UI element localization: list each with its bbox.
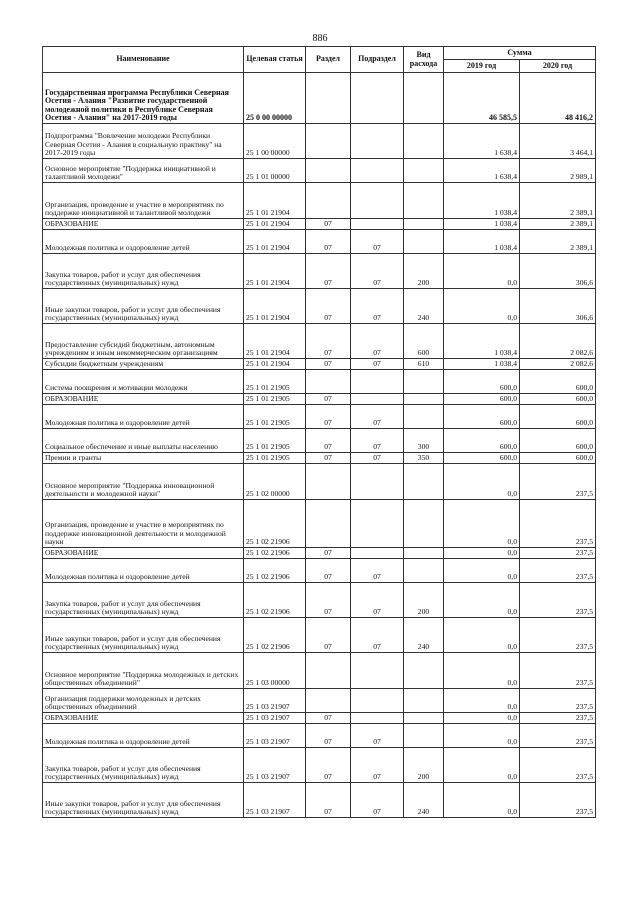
row-sum-2019: 0,0	[444, 500, 520, 548]
row-expense-type	[404, 464, 444, 500]
row-subsection: 07	[351, 748, 404, 783]
row-sum-2020: 237,5	[520, 559, 596, 583]
row-target-code: 25 1 02 21906	[244, 548, 306, 559]
row-target-code: 25 1 01 21905	[244, 405, 306, 429]
row-sum-2020: 237,5	[520, 689, 596, 713]
row-name: Премии и гранты	[43, 453, 244, 464]
row-sum-2020: 237,5	[520, 464, 596, 500]
row-expense-type: 240	[404, 783, 444, 818]
row-subsection	[351, 370, 404, 394]
table-row	[43, 464, 596, 500]
row-subsection	[351, 653, 404, 689]
table-row	[43, 124, 596, 159]
row-section: 07	[306, 230, 351, 254]
row-name: Основное мероприятие "Поддержка инновационной деятельности и молодежной науки"	[43, 464, 244, 500]
row-section: 07	[306, 429, 351, 453]
row-sum-2019: 600,0	[444, 429, 520, 453]
row-target-code: 25 1 01 21904	[244, 183, 306, 219]
row-sum-2019: 600,0	[444, 453, 520, 464]
row-sum-2020: 600,0	[520, 453, 596, 464]
row-target-code: 25 1 01 21905	[244, 370, 306, 394]
row-section	[306, 159, 351, 183]
row-name: ОБРАЗОВАНИЕ	[43, 394, 244, 405]
row-subsection: 07	[351, 583, 404, 618]
row-sum-2019: 0,0	[444, 689, 520, 713]
row-sum-2020: 237,5	[520, 748, 596, 783]
row-target-code: 25 1 02 21906	[244, 559, 306, 583]
row-section	[306, 370, 351, 394]
row-sum-2020: 2 389,1	[520, 219, 596, 230]
row-target-code: 25 1 01 00000	[244, 159, 306, 183]
row-target-code: 25 1 01 21905	[244, 394, 306, 405]
row-expense-type	[404, 405, 444, 429]
row-expense-type: 200	[404, 748, 444, 783]
row-sum-2019: 1 038,4	[444, 183, 520, 219]
row-subsection: 07	[351, 724, 404, 748]
row-expense-type	[404, 370, 444, 394]
row-name: Субсидии бюджетным учреждениям	[43, 359, 244, 370]
row-target-code: 25 1 03 21907	[244, 713, 306, 724]
row-section	[306, 653, 351, 689]
row-section	[306, 73, 351, 124]
row-expense-type	[404, 124, 444, 159]
header-target: Целевая статья	[244, 47, 306, 73]
table-row	[43, 159, 596, 183]
row-section: 07	[306, 453, 351, 464]
table-row	[43, 289, 596, 324]
page-number: 886	[312, 33, 328, 44]
row-target-code: 25 1 01 21905	[244, 429, 306, 453]
row-expense-type	[404, 183, 444, 219]
row-name: ОБРАЗОВАНИЕ	[43, 548, 244, 559]
row-subsection	[351, 124, 404, 159]
row-sum-2019: 0,0	[444, 724, 520, 748]
row-name: Закупка товаров, работ и услуг для обеспечения государственных (муниципальных) нужд	[43, 748, 244, 783]
row-sum-2020: 600,0	[520, 370, 596, 394]
row-name: Государственная программа Республики Северная Осетия - Алания "Развитие государственной молодежной политики в Республике Северная Осетия - Алания" на 2017-2019 годы	[43, 73, 244, 124]
row-expense-type: 200	[404, 583, 444, 618]
row-expense-type: 600	[404, 324, 444, 359]
row-sum-2020: 237,5	[520, 583, 596, 618]
row-target-code: 25 1 00 00000	[244, 124, 306, 159]
row-section: 07	[306, 713, 351, 724]
row-name: Иные закупки товаров, работ и услуг для обеспечения государственных (муниципальных) нужд	[43, 289, 244, 324]
row-target-code: 25 1 02 21906	[244, 583, 306, 618]
row-subsection: 07	[351, 359, 404, 370]
row-section: 07	[306, 254, 351, 289]
row-sum-2020: 237,5	[520, 653, 596, 689]
row-sum-2019: 1 038,4	[444, 219, 520, 230]
row-sum-2020: 237,5	[520, 783, 596, 818]
row-subsection	[351, 394, 404, 405]
table-row	[43, 713, 596, 724]
row-subsection: 07	[351, 783, 404, 818]
row-sum-2020: 2 989,1	[520, 159, 596, 183]
row-sum-2019: 1 638,4	[444, 124, 520, 159]
row-target-code: 25 1 03 00000	[244, 653, 306, 689]
table-row	[43, 548, 596, 559]
row-sum-2019: 0,0	[444, 289, 520, 324]
table-row	[43, 254, 596, 289]
row-subsection: 07	[351, 429, 404, 453]
row-target-code: 25 1 01 21904	[244, 230, 306, 254]
row-expense-type	[404, 159, 444, 183]
table-row	[43, 359, 596, 370]
row-subsection: 07	[351, 230, 404, 254]
row-target-code: 25 1 02 21906	[244, 618, 306, 653]
row-name: Основное мероприятие "Поддержка молодежных и детских общественных объединений"	[43, 653, 244, 689]
row-name: Организация, проведение и участие в мероприятиях по поддержке инициативной и талантливой молодежи	[43, 183, 244, 219]
row-expense-type: 240	[404, 289, 444, 324]
row-sum-2019: 1 638,4	[444, 159, 520, 183]
table-row	[43, 724, 596, 748]
row-subsection: 07	[351, 559, 404, 583]
row-expense-type	[404, 653, 444, 689]
table-row	[43, 689, 596, 713]
row-expense-type	[404, 230, 444, 254]
row-section: 07	[306, 618, 351, 653]
row-expense-type	[404, 500, 444, 548]
row-expense-type: 240	[404, 618, 444, 653]
header-year-2020: 2020 год	[520, 60, 596, 73]
row-subsection	[351, 183, 404, 219]
row-name: Организация поддержки молодежных и детских общественных объединений	[43, 689, 244, 713]
row-subsection: 07	[351, 254, 404, 289]
row-section: 07	[306, 724, 351, 748]
row-sum-2019: 0,0	[444, 254, 520, 289]
table-row	[43, 583, 596, 618]
row-target-code: 25 1 01 21904	[244, 359, 306, 370]
row-sum-2019: 0,0	[444, 783, 520, 818]
row-sum-2019: 600,0	[444, 394, 520, 405]
row-name: Подпрограмма "Вовлечение молодежи Республики Северная Осетия - Алания в социальную практику" на 2017-2019 годы	[43, 124, 244, 159]
row-name: Предоставление субсидий бюджетным, автономным учреждениям и иным некоммерческим организациям	[43, 324, 244, 359]
row-target-code: 25 0 00 00000	[244, 73, 306, 124]
row-sum-2019: 1 038,4	[444, 324, 520, 359]
table-row	[43, 500, 596, 548]
row-subsection	[351, 219, 404, 230]
row-target-code: 25 1 03 21907	[244, 783, 306, 818]
row-section: 07	[306, 548, 351, 559]
row-expense-type	[404, 548, 444, 559]
row-name: Молодежная политика и оздоровление детей	[43, 559, 244, 583]
row-section: 07	[306, 289, 351, 324]
budget-table	[42, 46, 596, 818]
row-name: Иные закупки товаров, работ и услуг для обеспечения государственных (муниципальных) нужд	[43, 783, 244, 818]
row-sum-2019: 1 038,4	[444, 230, 520, 254]
row-section	[306, 183, 351, 219]
row-section: 07	[306, 748, 351, 783]
row-section: 07	[306, 783, 351, 818]
row-sum-2019: 0,0	[444, 548, 520, 559]
row-sum-2020: 306,6	[520, 289, 596, 324]
table-row	[43, 183, 596, 219]
row-expense-type: 610	[404, 359, 444, 370]
table-row	[43, 429, 596, 453]
row-name: Иные закупки товаров, работ и услуг для обеспечения государственных (муниципальных) нужд	[43, 618, 244, 653]
row-sum-2020: 237,5	[520, 713, 596, 724]
row-section	[306, 500, 351, 548]
row-name: Система поощрения и мотивации молодежи	[43, 370, 244, 394]
row-target-code: 25 1 03 21907	[244, 748, 306, 783]
table-row	[43, 394, 596, 405]
row-sum-2019: 1 038,4	[444, 359, 520, 370]
row-section: 07	[306, 405, 351, 429]
row-name: Основное мероприятие "Поддержка инициативной и талантливой молодежи"	[43, 159, 244, 183]
row-section	[306, 464, 351, 500]
row-target-code: 25 1 01 21905	[244, 453, 306, 464]
table-row	[43, 230, 596, 254]
row-expense-type	[404, 724, 444, 748]
table-row	[43, 653, 596, 689]
table-row	[43, 73, 596, 124]
row-subsection	[351, 159, 404, 183]
row-sum-2019: 46 585,5	[444, 73, 520, 124]
row-sum-2020: 600,0	[520, 405, 596, 429]
row-section: 07	[306, 559, 351, 583]
row-subsection: 07	[351, 289, 404, 324]
row-expense-type	[404, 73, 444, 124]
row-sum-2020: 3 464,1	[520, 124, 596, 159]
row-name: Молодежная политика и оздоровление детей	[43, 405, 244, 429]
header-name: Наименование	[43, 47, 244, 73]
table-row	[43, 783, 596, 818]
row-expense-type: 300	[404, 429, 444, 453]
row-name: Организация, проведение и участие в мероприятиях по поддержке инновационной деятельности и молодежной науки	[43, 500, 244, 548]
row-target-code: 25 1 01 21904	[244, 254, 306, 289]
row-subsection: 07	[351, 453, 404, 464]
row-expense-type	[404, 219, 444, 230]
row-expense-type	[404, 559, 444, 583]
row-sum-2020: 2 082,6	[520, 359, 596, 370]
row-section: 07	[306, 583, 351, 618]
row-target-code: 25 1 02 21906	[244, 500, 306, 548]
row-expense-type	[404, 713, 444, 724]
row-sum-2019: 0,0	[444, 559, 520, 583]
table-row	[43, 219, 596, 230]
row-sum-2019: 0,0	[444, 713, 520, 724]
row-sum-2020: 2 082,6	[520, 324, 596, 359]
row-subsection	[351, 713, 404, 724]
row-name: ОБРАЗОВАНИЕ	[43, 713, 244, 724]
table-row	[43, 405, 596, 429]
header-section: Раздел	[306, 47, 351, 73]
row-sum-2020: 237,5	[520, 618, 596, 653]
row-sum-2020: 2 389,1	[520, 230, 596, 254]
row-sum-2019: 0,0	[444, 618, 520, 653]
row-sum-2019: 0,0	[444, 464, 520, 500]
table-row	[43, 370, 596, 394]
row-subsection	[351, 500, 404, 548]
row-subsection: 07	[351, 324, 404, 359]
row-sum-2019: 0,0	[444, 653, 520, 689]
row-sum-2019: 0,0	[444, 748, 520, 783]
row-section	[306, 689, 351, 713]
row-sum-2019: 600,0	[444, 370, 520, 394]
row-subsection: 07	[351, 405, 404, 429]
row-name: Молодежная политика и оздоровление детей	[43, 230, 244, 254]
row-subsection	[351, 689, 404, 713]
header-subsection: Подраздел	[351, 47, 404, 73]
table-header	[43, 47, 596, 73]
row-name: Закупка товаров, работ и услуг для обеспечения государственных (муниципальных) нужд	[43, 254, 244, 289]
row-expense-type: 350	[404, 453, 444, 464]
row-sum-2020: 2 389,1	[520, 183, 596, 219]
row-name: ОБРАЗОВАНИЕ	[43, 219, 244, 230]
row-section: 07	[306, 359, 351, 370]
header-sum: Сумма	[444, 47, 596, 60]
table-row	[43, 324, 596, 359]
row-name: Социальное обеспечение и иные выплаты населению	[43, 429, 244, 453]
row-target-code: 25 1 03 21907	[244, 724, 306, 748]
row-sum-2020: 600,0	[520, 394, 596, 405]
row-target-code: 25 1 01 21904	[244, 289, 306, 324]
row-section: 07	[306, 394, 351, 405]
row-name: Молодежная политика и оздоровление детей	[43, 724, 244, 748]
row-subsection	[351, 73, 404, 124]
row-sum-2020: 306,6	[520, 254, 596, 289]
row-section: 07	[306, 219, 351, 230]
header-expense-type: Вид расхода	[404, 47, 444, 73]
table-row	[43, 748, 596, 783]
row-target-code: 25 1 02 00000	[244, 464, 306, 500]
table-row	[43, 618, 596, 653]
row-sum-2019: 600,0	[444, 405, 520, 429]
table-body	[43, 73, 596, 818]
table-row	[43, 559, 596, 583]
header-year-2019: 2019 год	[444, 60, 520, 73]
row-sum-2020: 48 416,2	[520, 73, 596, 124]
row-name: Закупка товаров, работ и услуг для обеспечения государственных (муниципальных) нужд	[43, 583, 244, 618]
row-expense-type	[404, 689, 444, 713]
table-row	[43, 453, 596, 464]
row-sum-2020: 237,5	[520, 548, 596, 559]
row-subsection	[351, 548, 404, 559]
row-subsection	[351, 464, 404, 500]
row-section	[306, 124, 351, 159]
row-target-code: 25 1 01 21904	[244, 324, 306, 359]
row-target-code: 25 1 03 21907	[244, 689, 306, 713]
row-expense-type: 200	[404, 254, 444, 289]
row-sum-2020: 237,5	[520, 500, 596, 548]
row-sum-2019: 0,0	[444, 583, 520, 618]
row-target-code: 25 1 01 21904	[244, 219, 306, 230]
row-subsection: 07	[351, 618, 404, 653]
row-sum-2020: 600,0	[520, 429, 596, 453]
row-expense-type	[404, 394, 444, 405]
row-section: 07	[306, 324, 351, 359]
row-sum-2020: 237,5	[520, 724, 596, 748]
